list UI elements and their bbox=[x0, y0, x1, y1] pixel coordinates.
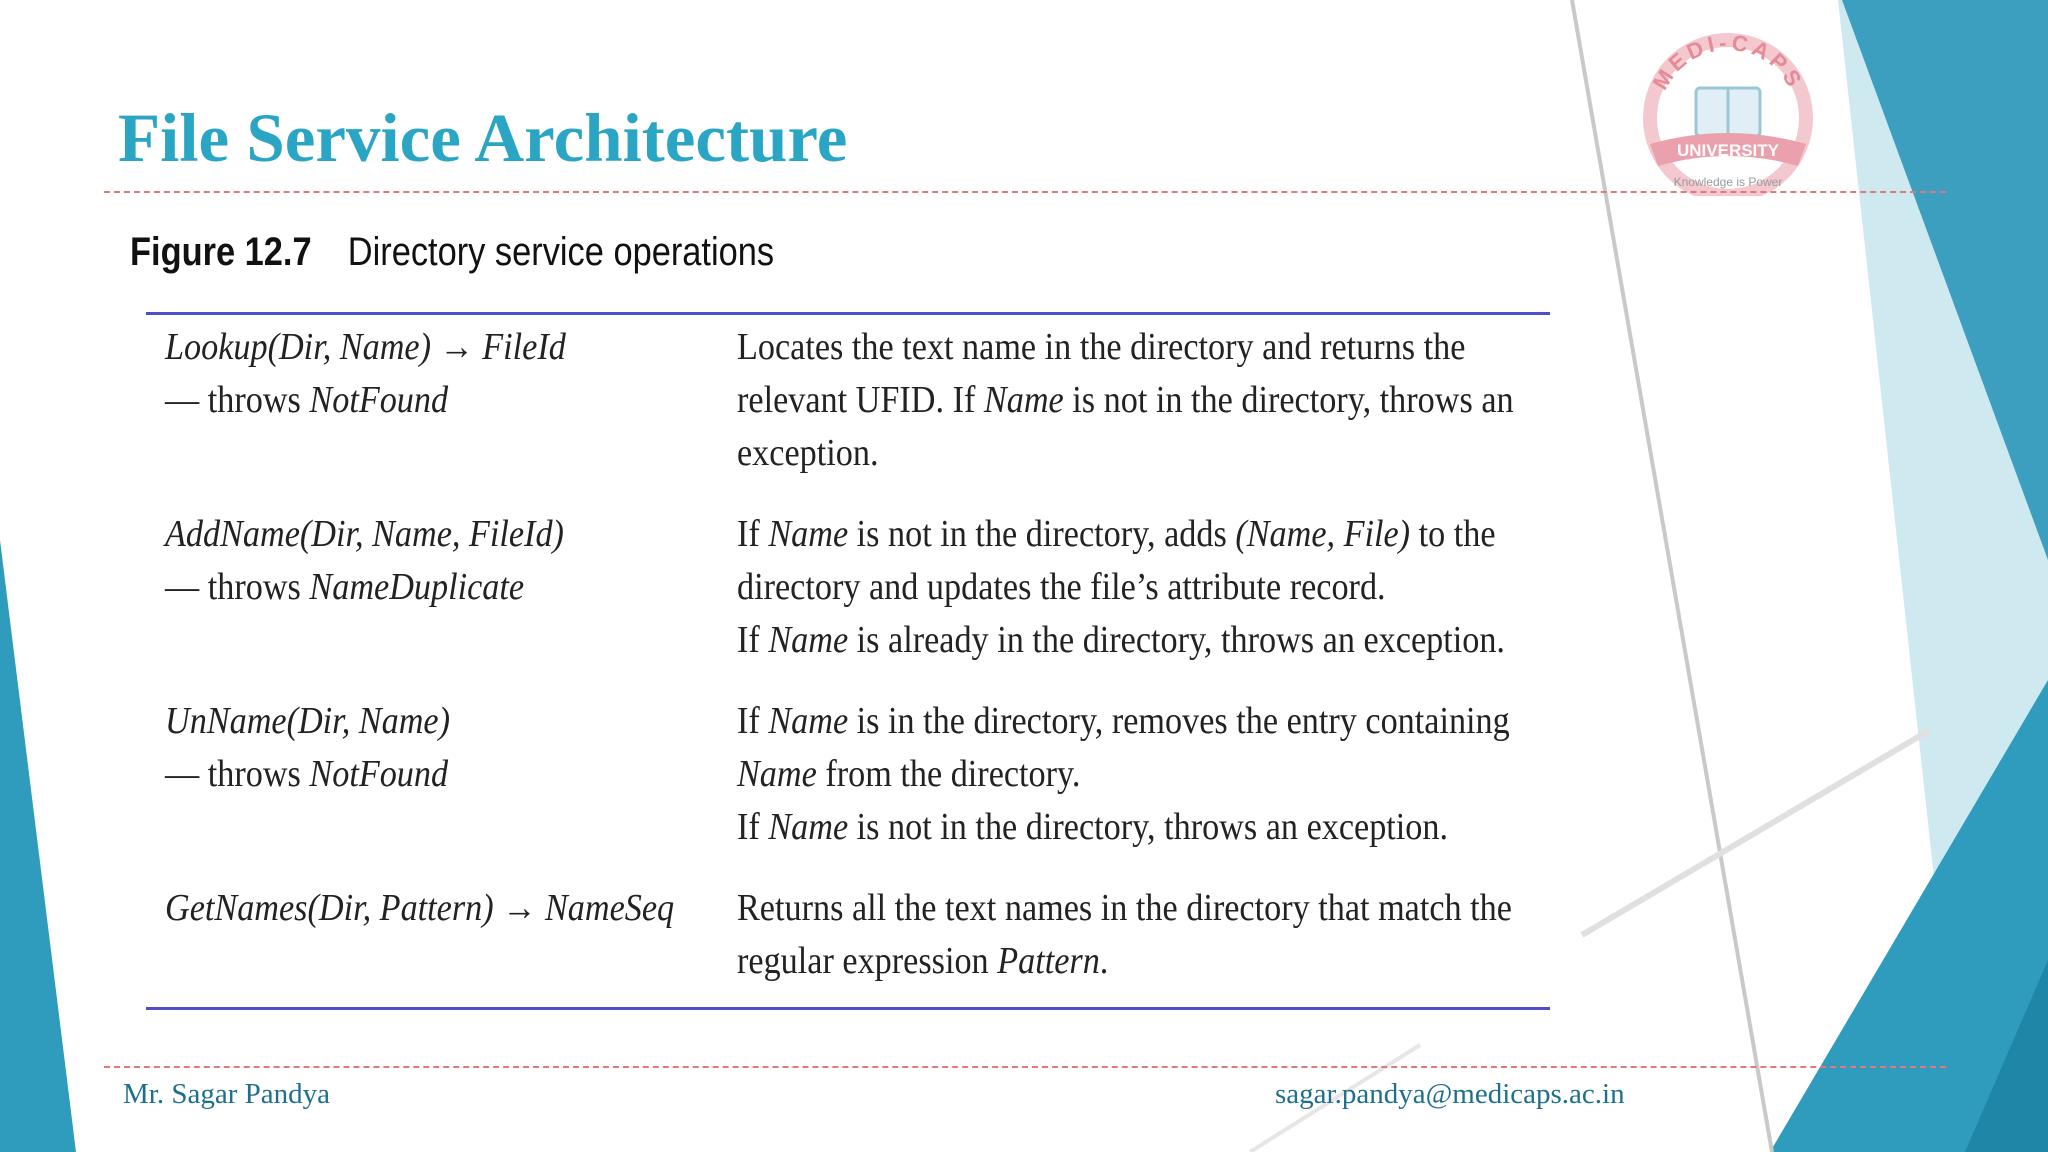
description-text: to the bbox=[1410, 513, 1496, 555]
description-text: relevant UFID. If bbox=[737, 379, 984, 421]
description-text: Returns all the text names in the directory that match the bbox=[737, 887, 1512, 929]
description-text: is not in the directory, throws an bbox=[1063, 379, 1514, 421]
throws-prefix: — throws bbox=[165, 566, 310, 608]
footer-author: Mr. Sagar Pandya bbox=[123, 1078, 330, 1110]
description-line bbox=[737, 321, 1514, 374]
description-text: If bbox=[737, 513, 769, 555]
footer-divider bbox=[104, 1066, 1946, 1068]
description-italic-term: Name bbox=[768, 513, 849, 555]
table-top-rule bbox=[146, 312, 1550, 315]
bg-cross-line bbox=[1582, 730, 1930, 935]
description-line bbox=[737, 427, 1514, 480]
description-text: from the directory. bbox=[816, 753, 1081, 795]
description-italic-term: (Name, File) bbox=[1235, 513, 1411, 555]
slide-title: File Service Architecture bbox=[118, 100, 848, 176]
description-italic-term: Name bbox=[768, 700, 849, 742]
description-italic-term: Pattern bbox=[997, 940, 1100, 982]
description-italic-term: Name bbox=[737, 753, 817, 795]
operation-signature bbox=[165, 321, 566, 427]
operation-name: AddName(Dir, Name, FileId) bbox=[165, 513, 564, 555]
description-line bbox=[737, 508, 1505, 561]
description-text: directory and updates the file’s attribute record. bbox=[737, 566, 1386, 608]
figure-caption-text: Directory service operations bbox=[347, 230, 775, 274]
operation-description bbox=[737, 882, 1512, 988]
operation-description bbox=[737, 321, 1514, 480]
exception-name: NotFound bbox=[309, 379, 449, 421]
description-line bbox=[737, 695, 1510, 748]
operation-name: GetNames(Dir, Pattern) → NameSeq bbox=[165, 887, 675, 929]
description-text: is not in the directory, throws an exception. bbox=[848, 806, 1449, 848]
description-text: If bbox=[737, 806, 769, 848]
table-bottom-rule bbox=[146, 1007, 1550, 1010]
operation-name: Lookup(Dir, Name) → FileId bbox=[165, 326, 566, 368]
description-line bbox=[737, 561, 1505, 614]
description-italic-term: Name bbox=[768, 619, 849, 661]
description-line bbox=[737, 614, 1505, 667]
bg-panel-left bbox=[0, 540, 76, 1152]
exception-name: NameDuplicate bbox=[309, 566, 525, 608]
description-text: . bbox=[1099, 940, 1109, 982]
description-line bbox=[737, 801, 1510, 854]
operation-name: UnName(Dir, Name) bbox=[165, 700, 450, 742]
footer-email: sagar.pandya@medicaps.ac.in bbox=[1275, 1078, 1625, 1110]
description-italic-term: Name bbox=[768, 806, 849, 848]
description-text: is in the directory, removes the entry containing bbox=[848, 700, 1510, 742]
description-text: is not in the directory, adds bbox=[848, 513, 1236, 555]
description-text: If bbox=[737, 700, 769, 742]
description-text: Locates the text name in the directory and returns the bbox=[737, 326, 1466, 368]
exception-name: NotFound bbox=[309, 753, 449, 795]
svg-text:MEDI-CAPS: MEDI-CAPS bbox=[1647, 29, 1809, 95]
description-line bbox=[737, 882, 1512, 935]
operation-description bbox=[737, 508, 1505, 667]
university-logo bbox=[1618, 26, 1838, 196]
description-text: regular expression bbox=[737, 940, 998, 982]
throws-prefix: — throws bbox=[165, 379, 310, 421]
figure-number: Figure 12.7 bbox=[130, 230, 312, 274]
figure-caption bbox=[130, 230, 774, 275]
description-line bbox=[737, 935, 1512, 988]
operation-signature bbox=[165, 508, 564, 614]
description-line bbox=[737, 748, 1510, 801]
svg-text:Knowledge is Power: Knowledge is Power bbox=[1673, 175, 1783, 189]
description-text: exception. bbox=[737, 432, 879, 474]
throws-prefix: — throws bbox=[165, 753, 310, 795]
description-line bbox=[737, 374, 1514, 427]
description-text: is already in the directory, throws an exception. bbox=[848, 619, 1505, 661]
operation-description bbox=[737, 695, 1510, 854]
operation-signature bbox=[165, 882, 674, 935]
description-text: If bbox=[737, 619, 769, 661]
title-divider bbox=[104, 191, 1946, 193]
description-italic-term: Name bbox=[983, 379, 1064, 421]
operation-signature bbox=[165, 695, 450, 801]
svg-text:UNIVERSITY: UNIVERSITY bbox=[1676, 141, 1780, 160]
